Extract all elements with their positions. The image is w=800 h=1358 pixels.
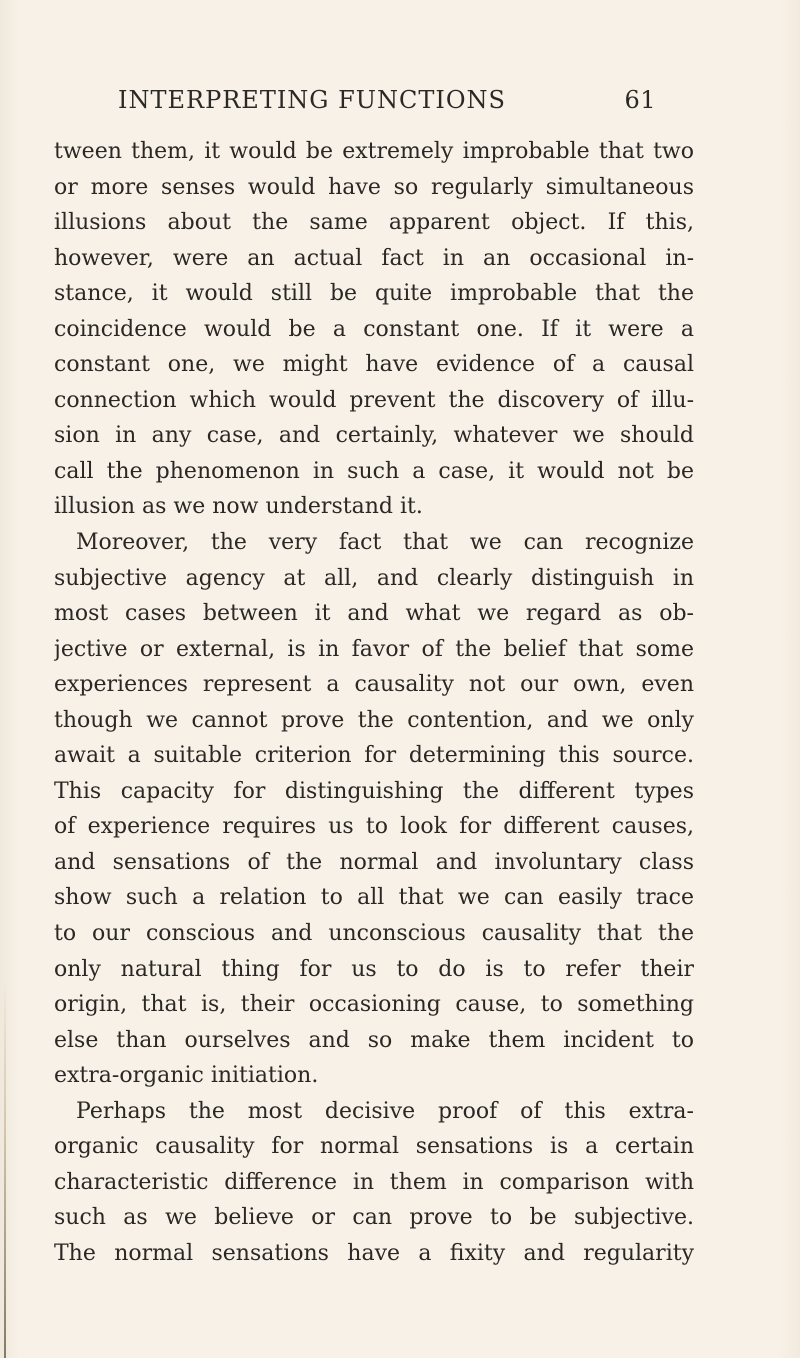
text-line: only natural thing for us to do is to refer their [54,956,694,982]
text-line: await a suitable criterion for determining this source. [54,743,694,769]
text-line: to our conscious and unconscious causality that the [54,921,694,947]
text-line: illusions about the same apparent object. If this, [54,210,694,236]
text-line: stance, it would still be quite improbable that the [54,281,694,307]
text-line: and sensations of the normal and involuntary class [54,849,694,875]
text-line: characteristic difference in them in comparison with [54,1169,694,1195]
text-line: experiences represent a causality not our own, even [54,672,694,698]
text-line: most cases between it and what we regard as ob- [54,601,694,627]
text-line: origin, that is, their occasioning cause, to something [54,992,694,1018]
running-head [118,80,656,120]
text-line: constant one, we might have evidence of a causal [54,352,694,378]
text-line: organic causality for normal sensations is a certain [54,1134,694,1160]
text-line: subjective agency at all, and clearly distinguish in [54,565,694,591]
text-line: This capacity for distinguishing the different types [54,778,694,804]
running-head-title: INTERPRETING FUNCTIONS [118,86,506,114]
text-line: call the phenomenon in such a case, it would not be [54,458,694,484]
text-line: sion in any case, and certainly, whatever we should [54,423,694,449]
text-line: show such a relation to all that we can easily trace [54,885,694,911]
text-line: jective or external, is in favor of the belief that some [54,636,694,662]
page-number: 61 [624,86,656,114]
text-line: else than ourselves and so make them incident to [54,1027,694,1053]
text-line: illusion as we now understand it. [54,494,423,520]
text-line: extra-organic initiation. [54,1063,319,1089]
text-line: connection which would prevent the discovery of illu- [54,387,694,413]
text-line: of experience requires us to look for different causes, [54,814,694,840]
text-line: Perhaps the most decisive proof of this extra- [76,1098,694,1124]
text-line: though we cannot prove the contention, and we only [54,707,694,733]
text-line: The normal sensations have a fixity and regularity [54,1240,694,1266]
text-line: coincidence would be a constant one. If it were a [54,316,694,342]
text-line: tween them, it would be extremely improbable that two [54,139,694,164]
page-gutter-shadow [4,980,6,1358]
text-line: such as we believe or can prove to be subjective. [54,1205,694,1231]
body-text [54,134,694,1272]
text-line: however, were an actual fact in an occasional in- [54,245,694,271]
text-line: Moreover, the very fact that we can recognize [76,530,694,556]
text-line: or more senses would have so regularly simultaneous [54,174,694,200]
